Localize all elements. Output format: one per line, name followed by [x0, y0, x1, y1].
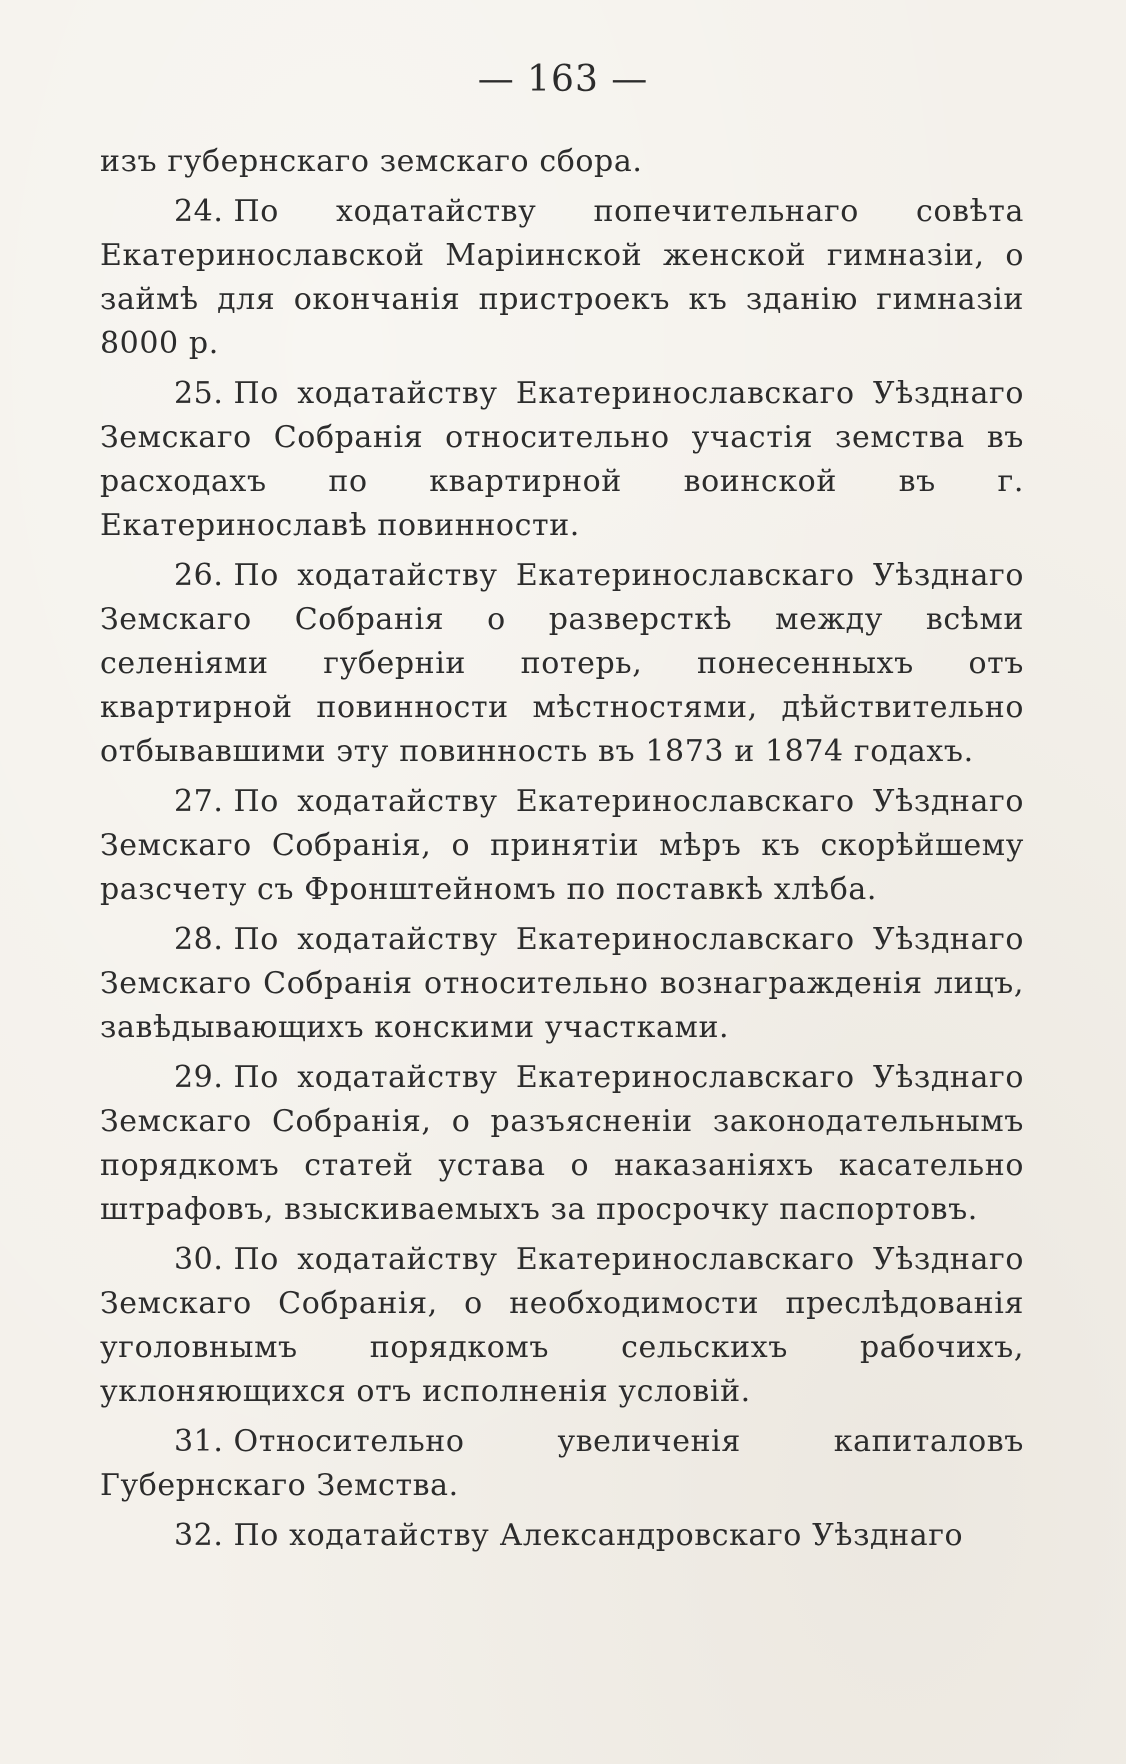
item-number: 24. [174, 194, 224, 229]
item-text: По ходатайству Екатеринославскаго Уѣзднаго Земскаго Собранія относительно вознагражденія лицъ, завѣдывающихъ конскими участками. [100, 922, 1024, 1045]
list-item [100, 1514, 1024, 1558]
item-text: По ходатайству Екатеринославскаго Уѣзднаго Земскаго Собранія относительно участія земства въ расходахъ по квартирной воинской въ г. Екатеринославѣ повинности. [100, 376, 1024, 543]
item-number: 28. [174, 922, 224, 957]
list-item [100, 1420, 1024, 1508]
page-number: — 163 — [477, 59, 649, 100]
item-text: По ходатайству попечительнаго совѣта Екатеринославской Маріинской женской гимназіи, о займѣ для окончанія пристроекъ къ зданію гимназіи 8000 р. [100, 194, 1024, 361]
item-text: По ходатайству Екатеринославскаго Уѣзднаго Земскаго Собранія о разверсткѣ между всѣми селеніями губерніи потерь, понесенныхъ отъ квартирной повинности мѣстностями, дѣйствительно отбывавшими эту повинность въ 1873 и 1874 годахъ. [100, 558, 1024, 769]
text-body [100, 140, 1024, 1564]
item-number: 32. [174, 1518, 224, 1553]
list-item [100, 1238, 1024, 1414]
list-item [100, 554, 1024, 774]
item-text: Относительно увеличенія капиталовъ Губернскаго Земства. [100, 1424, 1024, 1503]
list-item [100, 1056, 1024, 1232]
list-item [100, 780, 1024, 912]
opening-line: изъ губернскаго земскаго сбора. [100, 144, 643, 179]
item-number: 30. [174, 1242, 224, 1277]
item-number: 27. [174, 784, 224, 819]
item-number: 31. [174, 1424, 224, 1459]
item-text: По ходатайству Екатеринославскаго Уѣзднаго Земскаго Собранія, о принятіи мѣръ къ скорѣйшему разсчету съ Фронштейномъ по поставкѣ хлѣба. [100, 784, 1024, 907]
list-item [100, 372, 1024, 548]
item-text: По ходатайству Александровскаго Уѣзднаго [233, 1518, 964, 1553]
item-number: 29. [174, 1060, 224, 1095]
list-item [100, 190, 1024, 366]
item-number: 25. [174, 376, 224, 411]
item-number: 26. [174, 558, 224, 593]
list-item [100, 918, 1024, 1050]
item-text: По ходатайству Екатеринославскаго Уѣзднаго Земскаго Собранія, о необходимости преслѣдованія уголовнымъ порядкомъ сельскихъ рабочихъ, уклоняющихся отъ исполненія условій. [100, 1242, 1024, 1409]
item-text: По ходатайству Екатеринославскаго Уѣзднаго Земскаго Собранія, о разъясненіи законодательнымъ порядкомъ статей устава о наказаніяхъ касательно штрафовъ, взыскиваемыхъ за просрочку паспортовъ. [100, 1060, 1024, 1227]
